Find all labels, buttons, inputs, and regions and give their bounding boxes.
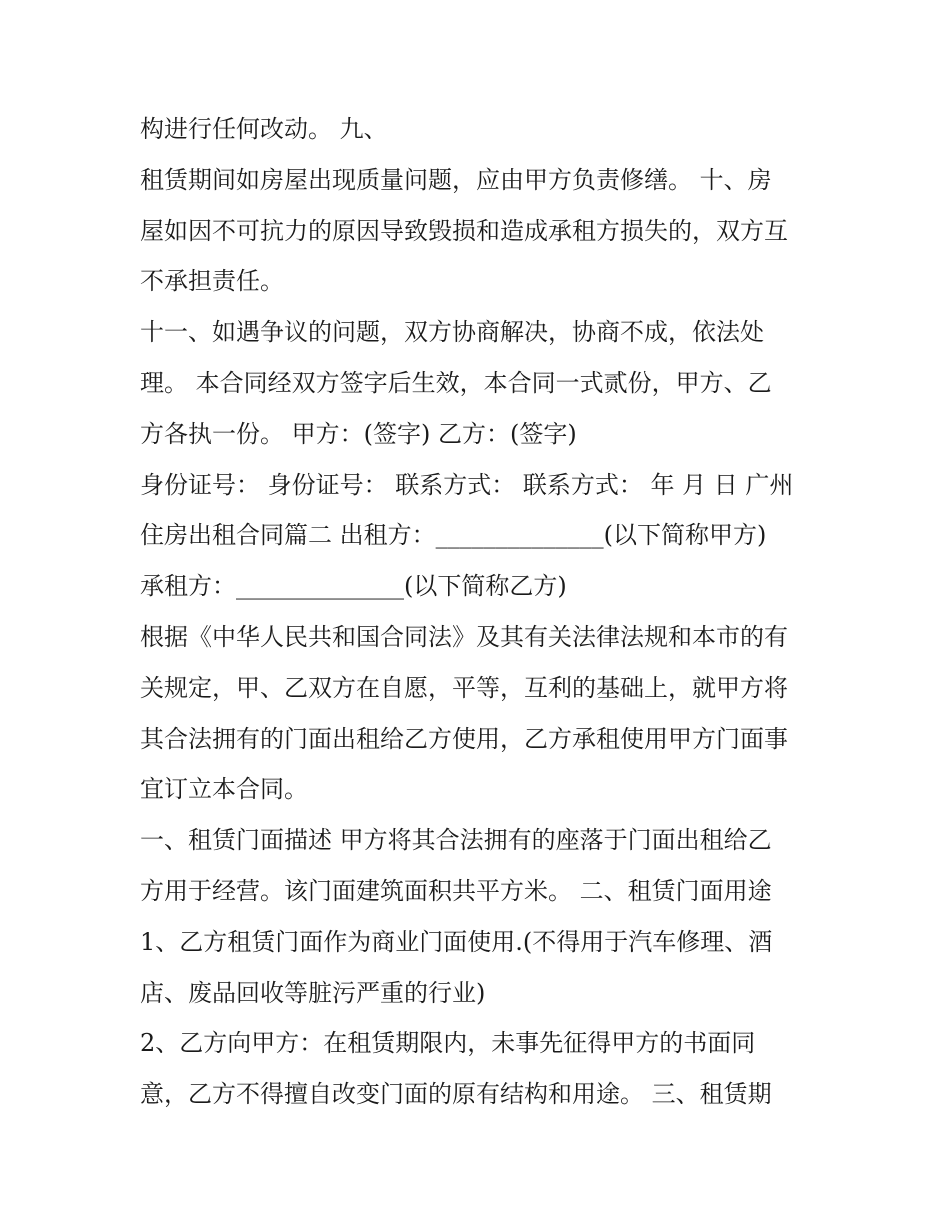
text-line: 屋如因不可抗力的原因导致毁损和造成承租方损失的，双方互 — [140, 216, 788, 245]
text-line: 店、废品回收等脏污严重的行业) — [140, 978, 486, 1007]
text-line: 不承担责任。 — [140, 267, 284, 296]
contract-text — [140, 104, 830, 1120]
text-line: 1、乙方租赁门面作为商业门面使用.(不得用于汽车修理、酒 — [140, 927, 773, 956]
text-line: 住房出租合同篇二 出租方：______________(以下简称甲方) — [140, 521, 767, 550]
text-line: 理。 本合同经双方签字后生效，本合同一式贰份，甲方、乙 — [140, 368, 772, 397]
text-line: 根据《中华人民共和国合同法》及其有关法律法规和本市的有 — [140, 622, 788, 651]
text-line: 关规定，甲、乙双方在自愿，平等，互利的基础上，就甲方将 — [140, 673, 788, 702]
text-line: 身份证号： 身份证号： 联系方式： 联系方式： 年 月 日 广州 — [140, 470, 794, 499]
text-line: 承租方：______________(以下简称乙方) — [140, 572, 567, 601]
text-line: 构进行任何改动。 九、 — [140, 115, 388, 143]
text-line: 其合法拥有的门面出租给乙方使用，乙方承租使用甲方门面事 — [140, 724, 788, 753]
text-line: 意，乙方不得擅自改变门面的原有结构和用途。 三、租赁期 — [140, 1080, 772, 1109]
text-line: 十一、如遇争议的问题，双方协商解决，协商不成，依法处 — [140, 318, 764, 347]
text-line: 租赁期间如房屋出现质量问题，应由甲方负责修缮。 十、房 — [140, 165, 772, 194]
text-line: 方用于经营。该门面建筑面积共平方米。 二、租赁门面用途 — [140, 876, 772, 905]
text-line: 宜订立本合同。 — [140, 775, 308, 804]
text-line: 一、租赁门面描述 甲方将其合法拥有的座落于门面出租给乙 — [140, 826, 772, 855]
text-line: 2、乙方向甲方：在租赁期限内，未事先征得甲方的书面同 — [140, 1029, 756, 1058]
text-line: 方各执一份。 甲方：(签字) 乙方：(签字) — [140, 419, 577, 448]
